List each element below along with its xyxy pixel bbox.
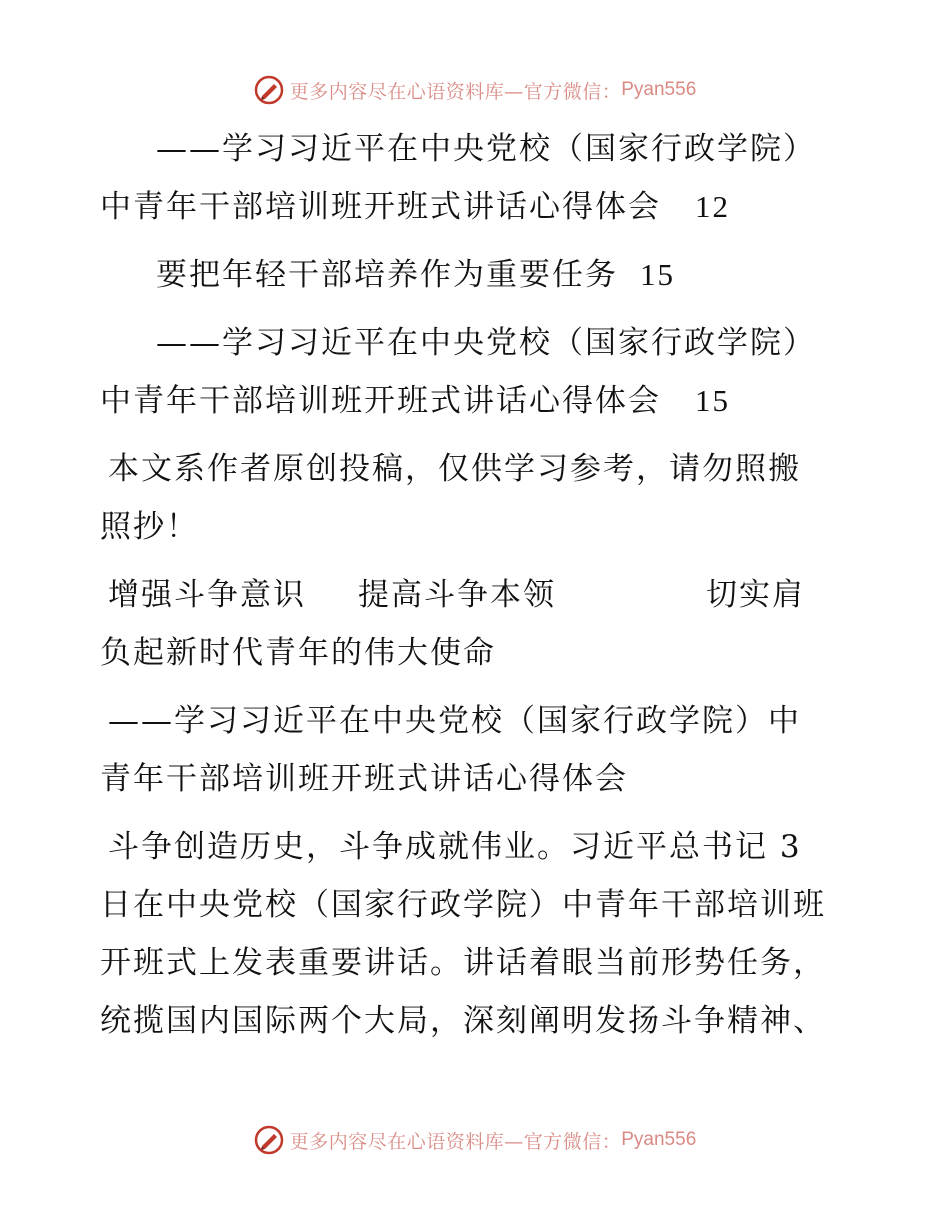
footer-banner-handle: Pyan556 [621, 1129, 697, 1150]
article-title [100, 566, 860, 682]
toc-entry [100, 246, 860, 304]
toc-entry-line1: ——学习习近平在中央党校（国家行政学院） [156, 325, 816, 361]
notice-line1: 本文系作者原创投稿，仅供学习参考，请勿照搬 [108, 451, 801, 487]
notice-line2: 照抄！ [100, 509, 199, 545]
article-title-line2: 负起新时代青年的伟大使命 [100, 635, 496, 671]
article-subtitle-line2: 青年干部培训班开班式讲话心得体会 [100, 761, 628, 797]
header-banner-text: 更多内容尽在心语资料库—官方微信： [289, 80, 622, 103]
body-line: 日在中央党校（国家行政学院）中青年干部培训班 [100, 887, 826, 923]
header-banner [0, 70, 950, 110]
pen-logo-icon [254, 1125, 284, 1155]
article-body-paragraph [100, 818, 860, 1050]
footer-banner-text: 更多内容尽在心语资料库—官方微信： [289, 1130, 622, 1153]
toc-page-number: 12 [695, 189, 730, 224]
toc-page-number: 15 [695, 383, 730, 418]
article-title-line1: 增强斗争意识 提高斗争本领 切实肩 [108, 577, 805, 613]
copyright-notice [100, 440, 860, 556]
document-body [100, 120, 860, 1060]
toc-entry-title: 要把年轻干部培养作为重要任务 15 [156, 257, 675, 293]
toc-entry-line2: 中青年干部培训班开班式讲话心得体会 15 [100, 383, 730, 419]
body-line: 统揽国内国际两个大局，深刻阐明发扬斗争精神、 [100, 1003, 826, 1039]
toc-entry-line2: 中青年干部培训班开班式讲话心得体会 12 [100, 189, 730, 225]
header-banner-handle: Pyan556 [621, 79, 697, 100]
toc-page-number: 15 [640, 257, 675, 292]
toc-entry [100, 314, 860, 430]
toc-entry-line1: ——学习习近平在中央党校（国家行政学院） [156, 131, 816, 167]
body-line: 开班式上发表重要讲话。讲话着眼当前形势任务， [100, 945, 826, 981]
footer-banner [0, 1120, 950, 1160]
body-line: 斗争创造历史，斗争成就伟业。习近平总书记 3 [108, 829, 802, 865]
article-subtitle-line1: ——学习习近平在中央党校（国家行政学院）中 [108, 703, 801, 739]
toc-entry [100, 120, 860, 236]
pen-logo-icon [254, 75, 284, 105]
article-subtitle [100, 692, 860, 808]
